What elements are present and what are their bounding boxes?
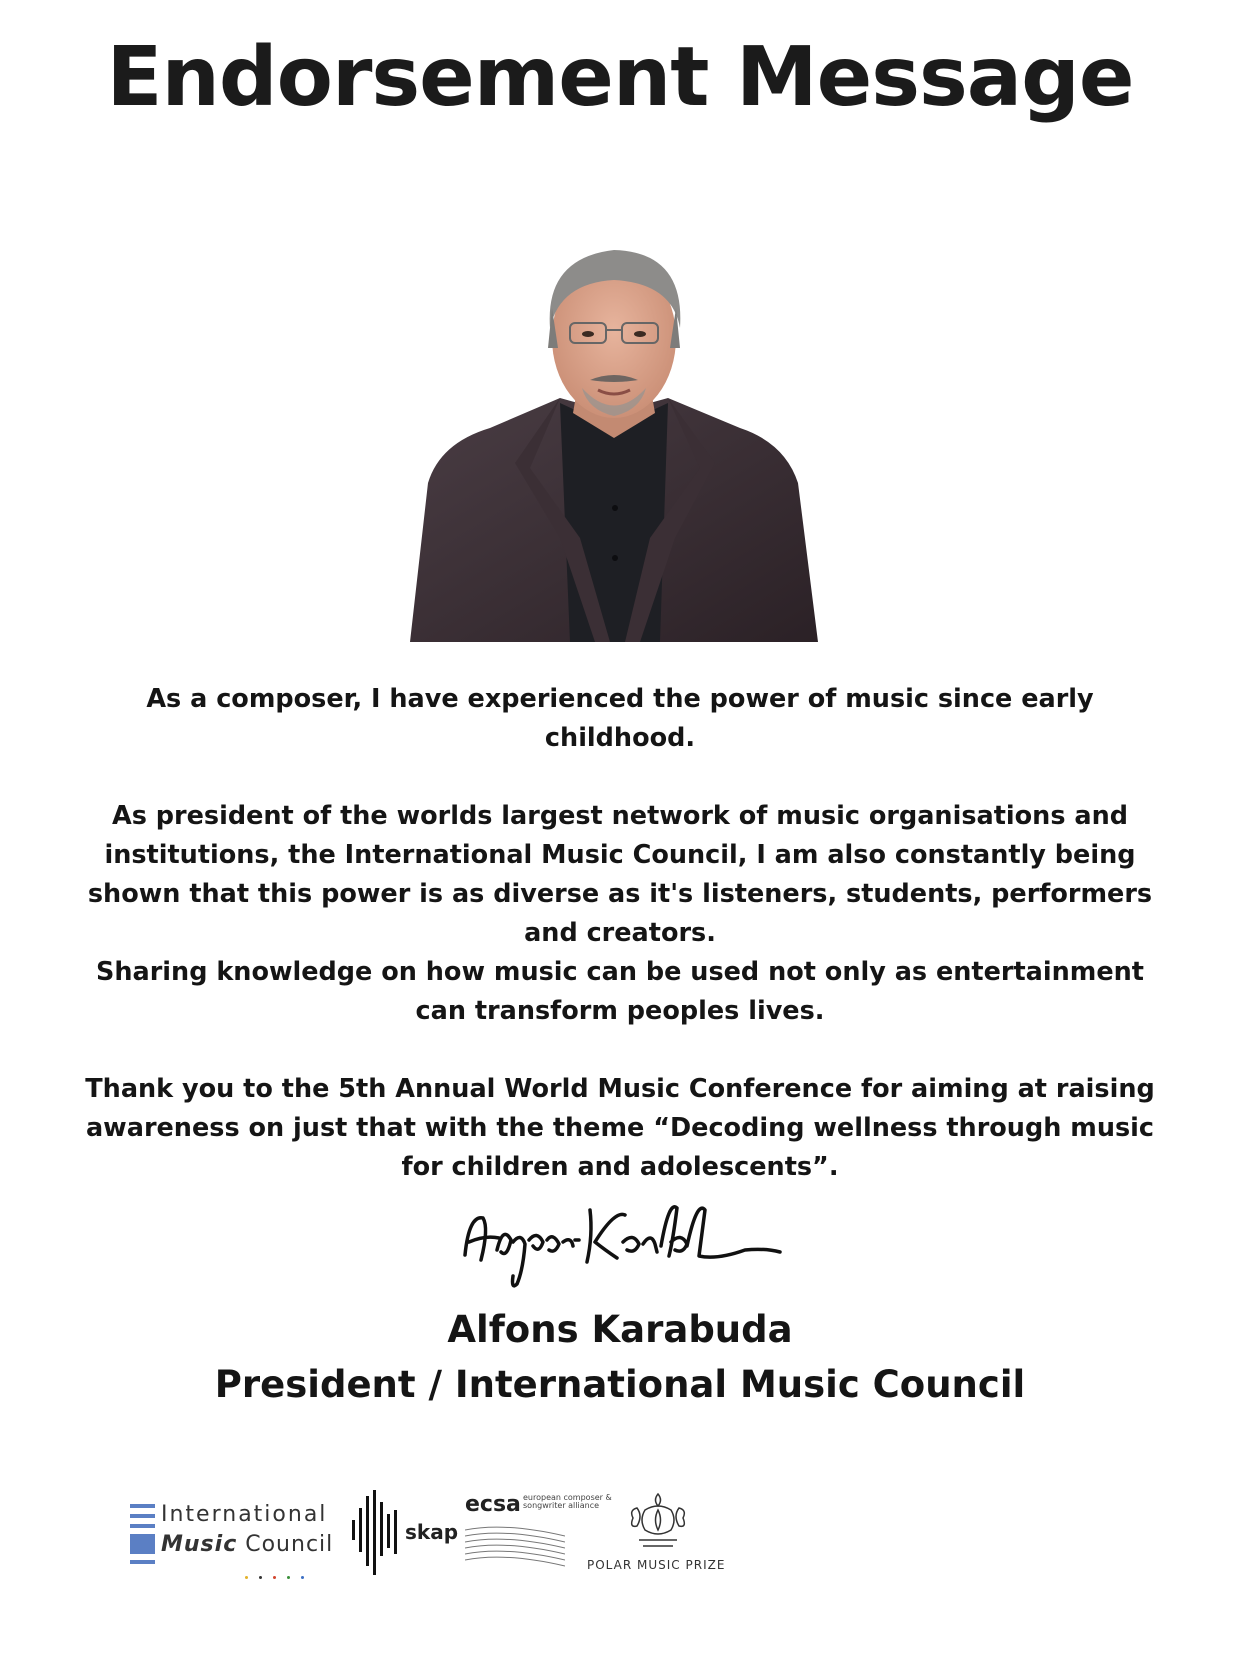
ecsa-subtitle: european composer & songwriter alliance <box>523 1493 612 1510</box>
skap-logo <box>350 1490 460 1575</box>
signer-title: President / International Music Council <box>214 1363 1026 1406</box>
paragraph-1: As a composer, I have experienced the power of music since early childhood. <box>146 684 1094 753</box>
portrait-photo <box>410 238 818 642</box>
paragraph-4: Thank you to the 5th Annual World Music Conference for aiming at raising awareness on just that with the theme “Decoding wellness through music for children and adolescents”. <box>85 1074 1155 1182</box>
paragraph-2: As president of the worlds largest network of music organisations and institutions, the International Music Council, I am also constantly being shown that this power is as diverse as it's listeners, students, performers and creators. <box>87 801 1153 948</box>
page-title: Endorsement Message <box>106 30 1134 125</box>
endorsement-body <box>70 680 1170 1187</box>
imc-council: Council <box>245 1532 334 1557</box>
partner-logos <box>125 1490 765 1580</box>
ecsa-word: ecsa <box>465 1492 521 1517</box>
polar-word: POLAR MUSIC PRIZE <box>587 1558 726 1572</box>
skap-word: skap <box>405 1520 459 1544</box>
imc-line2 <box>161 1532 333 1557</box>
imc-color-dots <box>245 1564 315 1583</box>
signer-name: Alfons Karabuda <box>447 1308 793 1351</box>
paragraph-3: Sharing knowledge on how music can be used not only as entertainment can transform peoples lives. <box>96 957 1144 1026</box>
imc-line1: International <box>161 1502 328 1527</box>
international-music-council-logo <box>125 1498 335 1570</box>
handwritten-signature <box>455 1180 795 1300</box>
imc-music: Music <box>161 1532 238 1557</box>
polar-music-prize-logo <box>585 1490 745 1580</box>
